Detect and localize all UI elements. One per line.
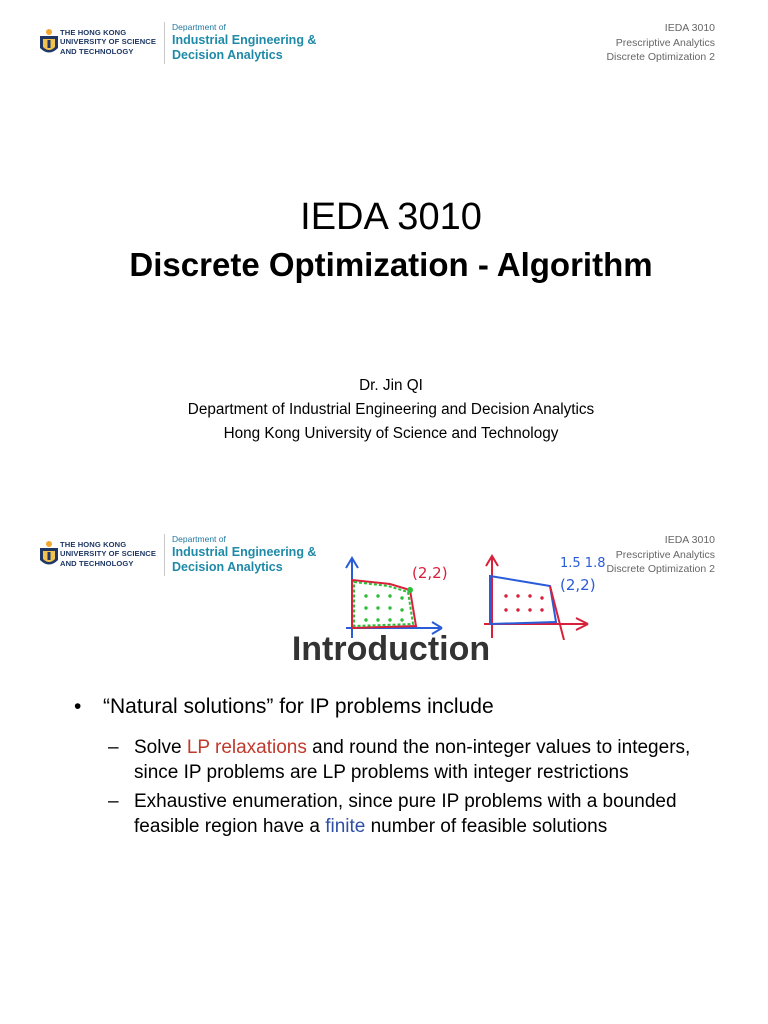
sub-bullet-text-pre: Solve — [134, 737, 187, 758]
university-line-2: UNIVERSITY OF SCIENCE — [60, 37, 157, 47]
slide-title: IEDA 3010 — [300, 196, 482, 238]
sub-bullet-text-post: number of feasible solutions — [365, 816, 608, 837]
department-name-line-2: Decision Analytics — [172, 48, 283, 62]
header-logo — [38, 22, 338, 64]
slide-title: Introduction — [291, 630, 491, 668]
bullet-text: “Natural solutions” for IP problems include — [103, 695, 494, 718]
department-name-line-1: Industrial Engineering & — [172, 33, 317, 47]
sub-bullet-text-pre: Exhaustive enumeration, since pure IP problems with a bounded feasible region have a — [134, 791, 677, 837]
finite-highlight: finite — [325, 816, 366, 837]
lp-relaxations-highlight: LP relaxations — [186, 737, 307, 758]
university-line-2: UNIVERSITY OF SCIENCE — [60, 549, 157, 559]
feasible-region-sketch-right — [476, 550, 616, 640]
introduction-slide — [0, 512, 768, 1024]
slide-subtitle: Discrete Optimization - Algorithm — [129, 246, 653, 283]
course-info — [606, 533, 715, 577]
university-line-3: AND TECHNOLOGY — [60, 558, 134, 568]
header-logo — [38, 534, 338, 576]
university-name — [60, 28, 156, 56]
course-name: Prescriptive Analytics — [615, 548, 715, 561]
university-line-3: AND TECHNOLOGY — [60, 46, 134, 56]
course-topic: Discrete Optimization 2 — [606, 563, 715, 575]
author-university: Hong Kong University of Science and Technology — [223, 425, 559, 442]
hkust-crest-icon — [38, 28, 60, 58]
bullet-item — [74, 694, 714, 720]
university-name — [60, 540, 156, 568]
department-of-label: Department of — [172, 534, 226, 544]
bullet-list — [74, 694, 714, 843]
sub-bullet-marker: – — [108, 791, 119, 812]
university-line-1: THE HONG KONG — [60, 540, 127, 549]
course-info — [606, 21, 715, 65]
department-logo — [172, 534, 316, 575]
hkust-crest-icon — [38, 540, 60, 570]
bullet-marker: • — [74, 695, 82, 718]
department-of-label: Department of — [172, 22, 226, 32]
department-name-line-1: Industrial Engineering & — [172, 545, 317, 559]
department-name-line-2: Decision Analytics — [172, 560, 283, 574]
sub-bullet-item — [74, 789, 714, 839]
right-values-label: 1.5 1.8 — [560, 556, 606, 571]
author-name: Dr. Jin QI — [359, 377, 423, 394]
sub-bullet-item — [74, 735, 714, 785]
logo-divider — [164, 22, 165, 64]
right-point-label: (2,2) — [560, 576, 596, 594]
university-line-1: THE HONG KONG — [60, 28, 127, 37]
logo-divider — [164, 534, 165, 576]
department-logo — [172, 22, 316, 63]
author-block — [0, 374, 768, 446]
course-code: IEDA 3010 — [664, 534, 715, 546]
course-code: IEDA 3010 — [664, 22, 715, 34]
course-name: Prescriptive Analytics — [615, 36, 715, 49]
course-topic: Discrete Optimization 2 — [606, 51, 715, 63]
feasible-region-sketch-left — [340, 550, 465, 640]
left-point-label: (2,2) — [412, 564, 448, 582]
sub-bullet-marker: – — [108, 737, 119, 758]
sub-bullet-text-post: and round the non-integer values to integers, since IP problems are LP problems with integer restrictions — [134, 737, 691, 783]
author-department: Department of Industrial Engineering and Decision Analytics — [187, 401, 595, 418]
